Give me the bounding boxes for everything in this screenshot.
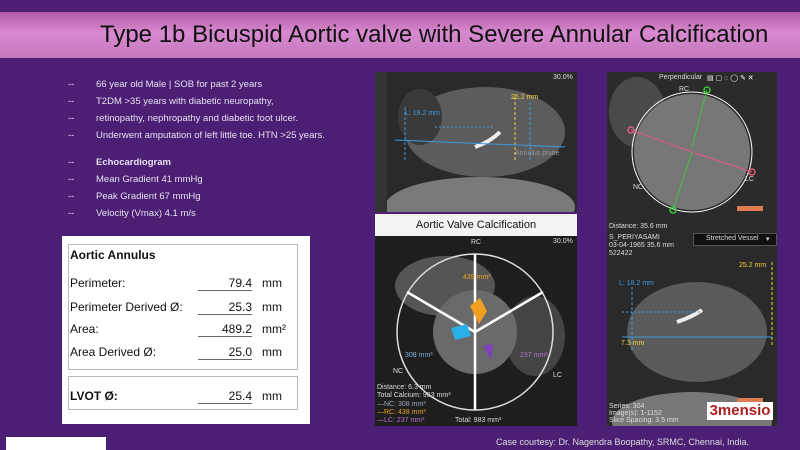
patient-id: 522422 <box>609 250 633 257</box>
legend-lc: —LC: 237 mm³ <box>377 417 425 424</box>
lvot-unit: mm <box>262 389 282 403</box>
measurement-annotation: L: 18.2 mm <box>405 110 441 117</box>
annulus-heading: Aortic Annulus <box>70 248 156 262</box>
bullet-dash: -- <box>68 96 75 107</box>
bullet-dash: -- <box>68 79 75 90</box>
zoom-label: 30.0% <box>553 238 573 245</box>
echo-item <box>68 188 378 205</box>
history-text: retinopathy, nephropathy and diabetic foot ulcer. <box>96 113 299 124</box>
brand-logo: 3mensio <box>707 402 773 420</box>
history-item <box>68 93 378 110</box>
distance-label: Distance: 6.3 mm <box>377 384 432 391</box>
lvot-row <box>70 389 282 405</box>
history-text: 66 year old Male | SOB for past 2 years <box>96 79 263 90</box>
images-label: Image(s): 1-1152 <box>609 410 662 417</box>
echo-heading-row <box>68 154 378 171</box>
measurement-annotation: 25.2 mm <box>739 262 767 269</box>
history-item <box>68 76 378 93</box>
echo-text: Velocity (Vmax) 4.1 m/s <box>96 208 196 219</box>
patient-name: S_PERIYASAMI <box>609 234 660 241</box>
measurement-label: Perimeter Derived Ø: <box>70 300 183 314</box>
history-text: Underwent amputation of left little toe. HTN >25 years. <box>96 130 325 141</box>
echo-item <box>68 171 378 188</box>
ct-panel-long-axis <box>375 72 577 212</box>
lvot-value: 25.4 <box>198 389 252 404</box>
measurement-value: 79.4 <box>198 276 252 291</box>
aortic-annulus-card <box>62 236 310 424</box>
measurement-annotation: 7.3 mm <box>621 340 645 347</box>
chevron-down-icon: ▾ <box>766 236 770 243</box>
series-label: Series: 304 <box>609 403 645 410</box>
dropdown-label: Stretched Vessel <box>706 235 759 242</box>
total-calcium-label: Total Calcium: 983 mm³ <box>377 392 451 399</box>
bullet-dash: -- <box>68 174 75 185</box>
view-dropdown[interactable] <box>693 233 777 246</box>
bullet-dash: -- <box>68 191 75 202</box>
slice-spacing-label: Slice Spacing: 3.5 mm <box>609 417 679 424</box>
measurement-row <box>70 345 282 361</box>
zoom-label: 30.0% <box>553 74 573 81</box>
measurement-row <box>70 300 282 316</box>
measurement-annotation: L: 18.2 mm <box>619 280 655 287</box>
cusp-label-nc: NC <box>633 184 644 191</box>
calcification-caption <box>375 214 577 236</box>
ct-image-long-axis <box>375 72 577 212</box>
case-credit: Case courtesy: Dr. Nagendra Boopathy, SRMC, Chennai, India. <box>496 437 749 447</box>
lvot-label: LVOT Ø: <box>70 389 118 403</box>
caption-text: Aortic Valve Calcification <box>415 219 537 231</box>
calcium-volume-lc: 237 mm³ <box>520 352 548 359</box>
bullet-dash: -- <box>68 157 75 168</box>
clinical-history <box>68 76 378 222</box>
ct-panel-stretched-vessel <box>607 232 777 426</box>
measurement-label: Perimeter: <box>70 276 126 290</box>
toolbar-icons[interactable]: ▤ ▢ ◌ ◯ ✎ ✕ <box>707 75 754 82</box>
measurement-row <box>70 276 282 292</box>
bullet-dash: -- <box>68 113 75 124</box>
bullet-dash: -- <box>68 130 75 141</box>
echo-text: Peak Gradient 67 mmHg <box>96 191 201 202</box>
patient-date: 03-04-1965 35.6 mm <box>609 242 674 249</box>
cusp-label-lc: LC <box>745 176 754 183</box>
history-text: T2DM >35 years with diabetic neuropathy, <box>96 96 274 107</box>
cusp-label-rc: RC <box>679 86 690 93</box>
measurement-unit: mm <box>262 345 282 359</box>
measurement-annotation: 25.2 mm <box>511 94 539 101</box>
history-item <box>68 127 378 144</box>
slide-title: Type 1b Bicuspid Aortic valve with Severe Annular Calcification <box>100 21 769 48</box>
measurement-unit: mm² <box>262 322 286 336</box>
ct-image-perpendicular <box>607 72 777 232</box>
legend-rc: —RC: 438 mm³ <box>377 409 426 416</box>
measurement-unit: mm <box>262 276 282 290</box>
measurement-row <box>70 322 286 338</box>
view-label: Perpendicular <box>659 74 703 81</box>
measurement-value: 25.0 <box>198 345 252 360</box>
measurement-label: Area: <box>70 322 99 336</box>
measurement-unit: mm <box>262 300 282 314</box>
distance-label: Distance: 35.6 mm <box>609 223 668 230</box>
ct-panel-perpendicular <box>607 72 777 232</box>
bullet-dash: -- <box>68 208 75 219</box>
cusp-label-lc: LC <box>553 372 562 379</box>
measurement-value: 25.3 <box>198 300 252 315</box>
ct-panel-calcification <box>375 236 577 426</box>
echo-item <box>68 205 378 222</box>
total-label: Total: 983 mm³ <box>455 417 502 424</box>
cusp-label-nc: NC <box>393 368 404 375</box>
plane-label: Annulus plane <box>515 150 560 157</box>
measurement-value: 489.2 <box>198 322 252 337</box>
calcium-volume-rc: 439 mm³ <box>463 274 491 281</box>
footer-tab <box>6 437 106 450</box>
echo-text: Mean Gradient 41 mmHg <box>96 174 203 185</box>
title-bar <box>0 12 800 58</box>
cusp-label-rc: RC <box>471 239 482 246</box>
calcium-volume-nc: 308 mm³ <box>405 352 433 359</box>
history-item <box>68 110 378 127</box>
echo-heading: Echocardiogram <box>96 157 171 168</box>
legend-nc: —NC: 308 mm³ <box>377 401 426 408</box>
measurement-label: Area Derived Ø: <box>70 345 157 359</box>
